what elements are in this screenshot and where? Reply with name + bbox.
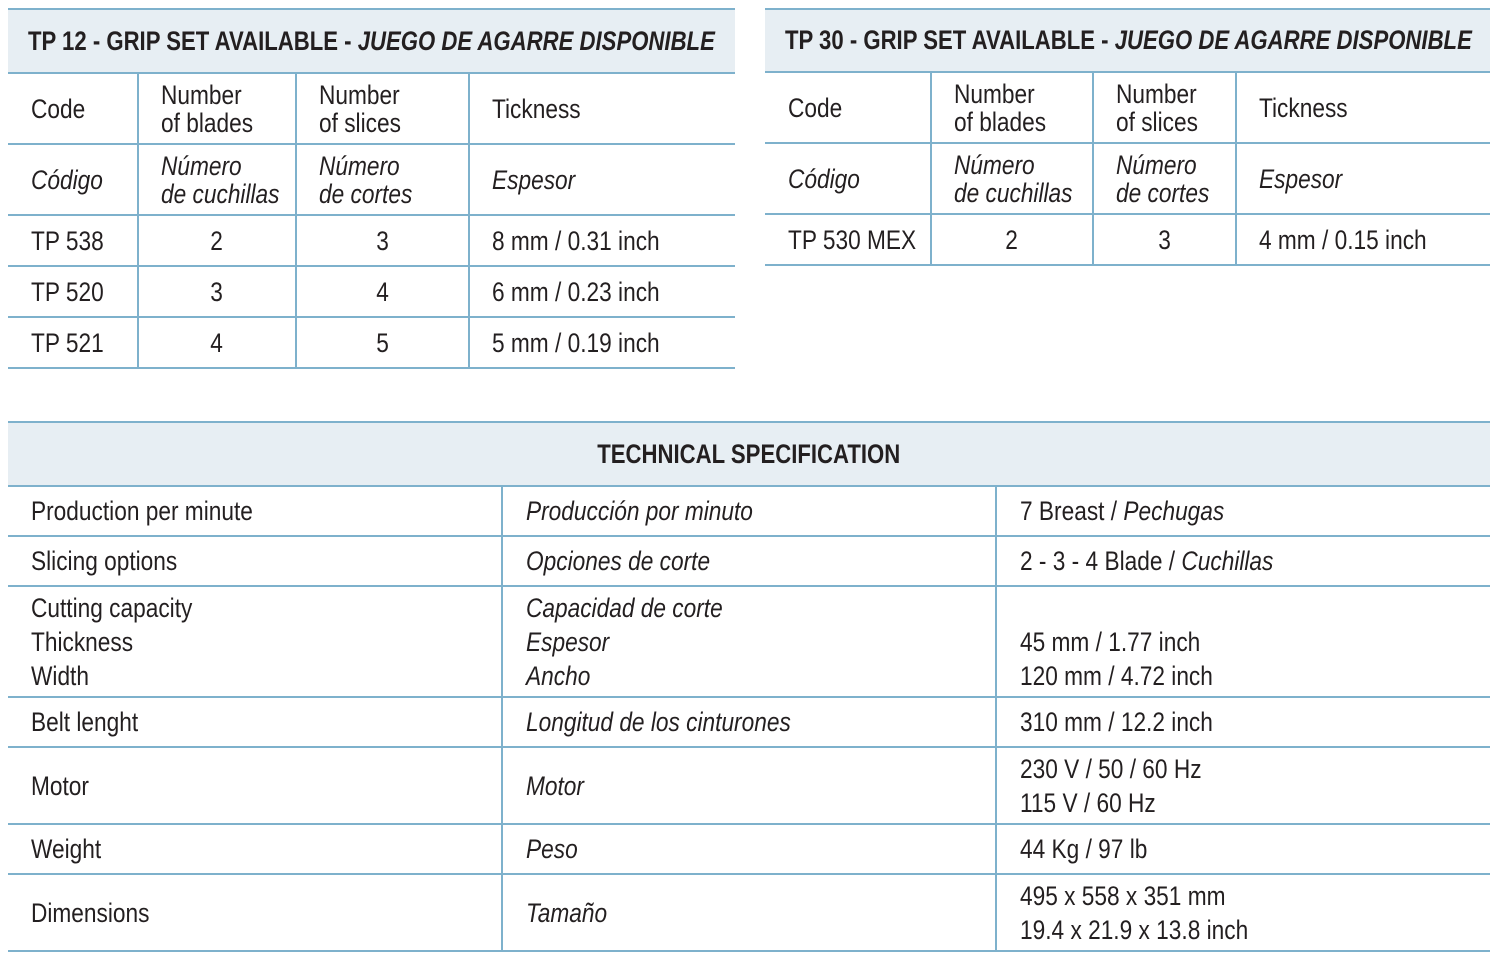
spec-label-es [501,825,995,873]
spec-label-es-text: Producción por minuto [526,496,753,526]
tp30-cell-text-line: Número [1116,149,1197,180]
tp30-cell-text: Código [788,163,860,194]
tp30-cell [930,144,1092,213]
spec-label-es-lines [526,896,623,930]
spec-label-en [8,748,501,823]
spec-label-en-lines [31,494,295,528]
spec-label-en-lines [31,544,205,578]
spec-label-es-lines [526,832,588,866]
tp30-cell-text: Code [788,92,843,123]
tp12-grip-table [8,8,735,368]
tp12-cell-text: 4 [210,327,224,358]
spec-value-lines [1020,494,1263,528]
spec-value-text [1020,591,1213,625]
tp12-cell-text: 8 mm / 0.31 inch [492,225,660,256]
tp12-cell [137,267,295,316]
spec-label-en-lines [31,896,172,930]
tp30-grip-table [765,8,1490,268]
spec-label-es-lines [526,494,796,528]
spec-label-en-text: Weight [31,834,102,864]
tp30-cell [765,73,930,142]
spec-label-es-text: Peso [526,834,578,864]
tp12-cell [295,145,468,214]
tp12-cell [468,267,735,316]
tp12-cell [295,267,468,316]
spec-label-en [8,825,501,873]
tp30-cell-text: 3 [1158,224,1171,255]
tp12-header-en [8,74,735,145]
tp30-cell-text-lines [1116,80,1214,136]
spec-title [8,421,1490,487]
spec-row [8,587,1490,698]
tp12-title [8,8,735,74]
tp30-cell-text-line: of blades [954,106,1047,137]
tp30-cell-text-line: Número [954,149,1035,180]
spec-label-en-lines [31,769,100,803]
spec-label-es-lines [526,544,745,578]
tp30-cell [765,215,930,264]
spec-label-es-lines [526,591,760,693]
spec-value-en: 2 - 3 - 4 Blade / [1020,546,1182,576]
tp12-cell [137,145,295,214]
spec-label-es-lines [526,769,595,803]
spec-label-en-text: Dimensions [31,897,150,928]
tp12-cell-text-lines [161,152,302,208]
spec-label-en [8,875,501,950]
spec-value [995,825,1490,873]
tp30-title [765,8,1490,73]
spec-value-en: 115 V / 60 Hz [1020,787,1156,818]
tp12-cell-text: TP 520 [31,276,104,307]
tp30-cell [765,144,930,213]
spec-value-lines [1020,752,1236,820]
spec-value-en: 44 Kg / 97 lb [1020,834,1148,864]
spec-value-es: Pechugas [1123,496,1225,526]
spec-label-en-text: Belt lenght [31,707,139,737]
tp12-data-row [8,267,735,318]
tp30-cell-text: 4 mm / 0.15 inch [1259,224,1427,255]
spec-value-en: 230 V / 50 / 60 Hz [1020,753,1202,784]
spec-label-en-lines [31,832,115,866]
tp12-cell-text-lines [319,81,417,137]
spec-label-es [501,537,995,585]
spec-label-es [501,587,995,696]
spec-title-text: TECHNICAL SPECIFICATION [597,438,901,469]
tp12-cell-text: Código [31,164,103,195]
spec-value-text [1020,705,1213,739]
spec-row [8,875,1490,952]
tp12-cell [8,74,137,143]
spec-value-text [1020,879,1248,913]
tp12-cell-text-line: de cuchillas [161,178,280,209]
tp30-data-row [765,215,1490,266]
tp30-cell [930,73,1092,142]
tp12-cell-text-line: of slices [319,107,401,138]
tp30-cell [1092,73,1235,142]
spec-row [8,748,1490,825]
tp30-cell-text-line: Number [1116,78,1197,109]
spec-label-es-text: Tamaño [526,897,608,928]
spec-row [8,698,1490,748]
tp12-cell [295,216,468,265]
tp12-cell-text: Code [31,93,86,124]
spec-label-en-text: Motor [31,770,89,801]
tp12-cell-text-line: de cortes [319,178,413,209]
tp30-header-en [765,73,1490,144]
spec-value-text [1020,786,1202,820]
spec-label-es-text: Espesor [526,626,610,657]
tp30-cell-text-line: of slices [1116,106,1198,137]
tp12-cell [137,216,295,265]
spec-value-text [1020,625,1213,659]
tp12-data-row [8,216,735,267]
tp12-cell-text: TP 521 [31,327,104,358]
spec-value [995,875,1490,950]
spec-value-text [1020,494,1224,528]
spec-label-es [501,748,995,823]
tp12-cell-text-line: Number [161,79,242,110]
spec-label-es-lines [526,705,841,739]
tp30-cell [930,215,1092,264]
tp30-cell [1235,73,1490,142]
tp12-cell-text-line: Número [319,150,400,181]
tp30-cell-text: Tickness [1259,92,1348,123]
spec-label-en-text: Slicing options [31,546,178,576]
spec-label-en-text: Thickness [31,626,134,657]
spec-label-en-lines [31,591,223,693]
tp30-cell-text-lines [954,80,1064,136]
tp12-cell-text: 3 [376,225,389,256]
tp12-cell-text: TP 538 [31,225,104,256]
spec-label-en [8,537,501,585]
spec-value-text [1020,659,1213,693]
spec-label-es-text: Longitud de los cinturones [526,707,791,737]
spec-label-es-text: Ancho [526,660,591,691]
tp12-data-row [8,318,735,369]
tp12-cell [468,216,735,265]
spec-value-lines [1020,879,1292,947]
spec-label-es [501,698,995,746]
spec-value-en: 495 x 558 x 351 mm [1020,880,1226,911]
tp30-cell-text: 2 [1005,224,1019,255]
spec-value [995,487,1490,535]
tp12-cell-text-line: Número [161,150,242,181]
tp12-cell [8,145,137,214]
tp12-cell-text: Tickness [492,93,581,124]
tp12-cell [8,267,137,316]
tp12-cell-text: 6 mm / 0.23 inch [492,276,660,307]
spec-value-lines [1020,705,1250,739]
spec-value-en: 45 mm / 1.77 inch [1020,626,1201,657]
spec-value-text [1020,544,1273,578]
tp30-cell-text-line: de cortes [1116,177,1210,208]
tp12-cell-text-lines [319,152,430,208]
spec-value [995,587,1490,696]
tp12-cell [137,74,295,143]
spec-value-text [1020,832,1147,866]
tp12-title-es: JUEGO DE AGARRE DISPONIBLE [357,25,715,56]
spec-value-en: 7 Breast / [1020,496,1124,526]
tp30-title-es: JUEGO DE AGARRE DISPONIBLE [1114,25,1472,55]
tp12-cell [137,318,295,367]
spec-row [8,825,1490,875]
tp12-cell [295,318,468,367]
tp12-header-es [8,145,735,216]
spec-value-lines [1020,591,1250,693]
spec-value [995,698,1490,746]
spec-label-es-text: Opciones de corte [526,546,711,576]
spec-label-es [501,487,995,535]
spec-value-text [1020,913,1248,947]
tp12-cell [468,74,735,143]
tp30-cell [1092,144,1235,213]
spec-label-en [8,487,501,535]
tp12-cell-text: 5 mm / 0.19 inch [492,327,660,358]
tp30-cell [1235,215,1490,264]
tp30-cell [1235,144,1490,213]
tp30-cell-text-line: de cuchillas [954,177,1073,208]
spec-value-en: 120 mm / 4.72 inch [1020,660,1213,691]
spec-label-en [8,698,501,746]
tp30-cell-text-lines [954,151,1095,207]
tp12-cell-text-line: of blades [161,107,254,138]
tp30-cell-text-line: Number [954,78,1035,109]
tp12-cell [295,74,468,143]
tp12-cell-text-line: Number [319,79,400,110]
spec-label-es-text: Capacidad de corte [526,592,723,623]
tp12-title-en: TP 12 - GRIP SET AVAILABLE - [28,25,358,56]
spec-label-es-text: Motor [526,770,584,801]
tp30-cell-text: Espesor [1259,163,1343,194]
spec-label-en-lines [31,705,159,739]
spec-row [8,487,1490,537]
tp12-cell-text-lines [161,81,271,137]
tp12-cell [8,216,137,265]
tp12-cell-text: 4 [376,276,389,307]
spec-label-en-text: Production per minute [31,496,253,526]
spec-label-en-text: Cutting capacity [31,592,193,623]
tp12-cell-text: 5 [376,327,389,358]
tp30-title-en: TP 30 - GRIP SET AVAILABLE - [785,25,1115,55]
spec-value [995,537,1490,585]
spec-label-en [8,587,501,696]
tp12-cell-text: Espesor [492,164,576,195]
tp30-cell-text: TP 530 MEX [788,224,917,255]
spec-value-lines [1020,832,1172,866]
spec-value-lines [1020,544,1322,578]
spec-value-en: 19.4 x 21.9 x 13.8 inch [1020,914,1249,945]
tp30-cell-text-lines [1116,151,1227,207]
spec-value-text [1020,752,1202,786]
tp30-cell [1092,215,1235,264]
tp12-cell-text: 2 [210,225,224,256]
tp12-cell [468,318,735,367]
tp12-cell [8,318,137,367]
spec-value-en: 310 mm / 12.2 inch [1020,707,1213,737]
spec-label-en-text: Width [31,660,89,691]
spec-label-es [501,875,995,950]
spec-value-es: Cuchillas [1181,546,1274,576]
spec-value [995,748,1490,823]
spec-row [8,537,1490,587]
tp12-cell-text: 3 [210,276,224,307]
tp12-cell [468,145,735,214]
tp30-header-es [765,144,1490,215]
